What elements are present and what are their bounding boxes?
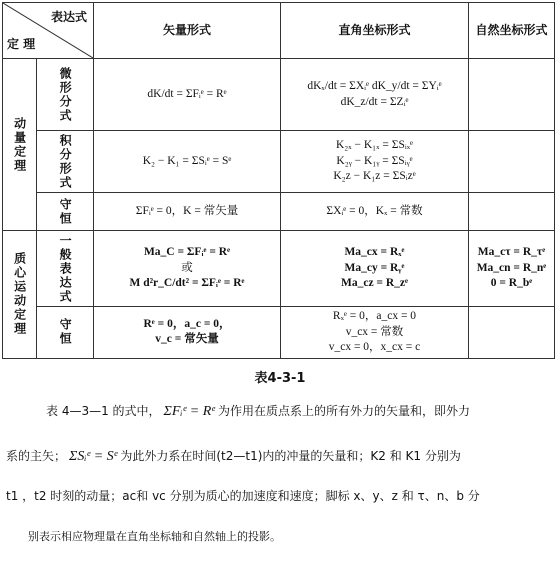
header-natural-form: 自然坐标形式 — [469, 3, 555, 59]
paragraph-line-1: 表 4—3—1 的式中， ΣFᵢᵉ = Rᵉ 为作用在质点系上的所有外力的矢量和，即外力 — [46, 404, 470, 419]
integral-vector-formula: K₂ − K₁ = ΣSᵢᵉ = Sᵉ — [94, 131, 281, 193]
row-label-integral: 积分形式 — [37, 131, 94, 193]
integral-cartesian-formula: K₂ₓ − K₁ₓ = ΣSᵢₓᵉ K₂ᵧ − K₁ᵧ = ΣSᵢᵧᵉ K₂z − K₁z = ΣSᵢzᵉ — [281, 131, 469, 193]
row-label-general: 一般表达式 — [37, 231, 94, 307]
integral-natural-cell — [469, 131, 555, 193]
general-cartesian-formula: Ma_cx = Rₓᵉ Ma_cy = Rᵧᵉ Ma_cz = R_zᵉ — [281, 231, 469, 307]
paragraph-line-4: 别表示相应物理量在直角坐标轴和自然轴上的投影。 — [28, 530, 281, 543]
group-momentum-theorem: 动量定理 — [3, 59, 37, 231]
conservation2-cartesian-formula: Rₓᵉ = 0，a_cx = 0 v_cx = 常数 v_cx = 0，x_cx = c — [281, 307, 469, 359]
general-vector-formula: Ma_C = ΣFᵢᵉ = Rᵉ 或 M d²r_C/dt² = ΣFᵢᵉ = Rᵉ — [94, 231, 281, 307]
conservation1-vector-formula: ΣFᵢᵉ = 0，K = 常矢量 — [94, 193, 281, 231]
conservation2-vector-formula: Rᵉ = 0，a_c = 0， v_c = 常矢量 — [94, 307, 281, 359]
row-label-conservation-momentum: 守恒 — [37, 193, 94, 231]
paragraph-line-2: 系的主矢； ΣSᵢᵉ = Sᵉ 为此外力系在时间(t2—t1)内的冲量的矢量和；K2 和 K1 分别为 — [6, 449, 461, 464]
conservation2-natural-cell — [469, 307, 555, 359]
conservation1-natural-cell — [469, 193, 555, 231]
general-natural-formula: Ma_cτ = R_τᵉ Ma_cn = R_nᵉ 0 = R_bᵉ — [469, 231, 555, 307]
header-corner-cell — [3, 3, 94, 59]
differential-natural-cell — [469, 59, 555, 131]
header-expression-label: 表达式 — [50, 10, 87, 24]
table-caption: 表4-3-1 — [254, 371, 306, 386]
theorem-table — [2, 2, 555, 359]
row-label-conservation-centroid: 守恒 — [37, 307, 94, 359]
group-centroid-motion-theorem: 质心运动定理 — [3, 231, 37, 359]
differential-vector-formula: dK/dt = ΣFᵢᵉ = Rᵉ — [94, 59, 281, 131]
header-cartesian-form: 直角坐标形式 — [281, 3, 469, 59]
formula-resultant-force: ΣFᵢᵉ = Rᵉ — [163, 404, 215, 419]
header-theorem-label: 定 理 — [7, 36, 36, 51]
formula-total-impulse: ΣSᵢᵉ = Sᵉ — [69, 449, 118, 464]
header-vector-form: 矢量形式 — [94, 3, 281, 59]
row-label-differential: 微形分式 — [37, 59, 94, 131]
conservation1-cartesian-formula: ΣXᵢᵉ = 0，Kₓ = 常数 — [281, 193, 469, 231]
paragraph-line-3: t1 ，t2 时刻的动量；ac和 vc 分别为质心的加速度和速度；脚标 x、y、z 和 τ、n、b 分 — [6, 489, 480, 503]
differential-cartesian-formula: dKₓ/dt = ΣXᵢᵉ dK_y/dt = ΣYᵢᵉ dK_z/dt = ΣZᵢᵉ — [281, 59, 469, 131]
